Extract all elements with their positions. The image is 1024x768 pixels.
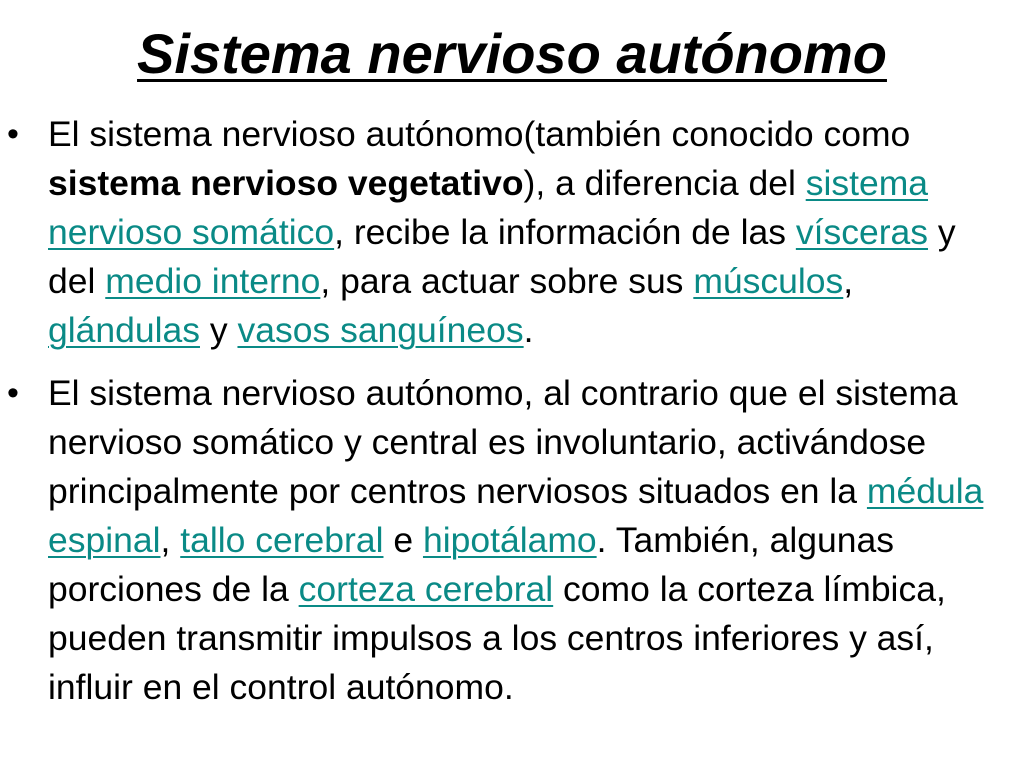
link-sistema-nervioso-somatico[interactable]: sistema nervioso somático — [48, 163, 929, 252]
text-segment: , — [160, 520, 181, 560]
link-musculos[interactable]: músculos — [693, 261, 844, 301]
slide-title: Sistema nervioso autónomo — [137, 22, 887, 85]
link-vasos-sanguineos[interactable]: vasos sanguíneos — [237, 310, 524, 350]
link-medio-interno[interactable]: medio interno — [105, 261, 321, 301]
bullet-item-2 — [0, 369, 1024, 712]
text-segment: El sistema nervioso autónomo(también conocido como — [48, 114, 911, 154]
bullet-dot-icon: • — [7, 374, 19, 412]
text-segment: y — [199, 310, 238, 350]
text-segment: como la corteza límbica, pueden transmitir impulsos a los centros inferiores y así, influir en el control autónomo. — [48, 569, 946, 707]
link-glandulas[interactable]: glándulas — [48, 310, 200, 350]
link-visceras[interactable]: vísceras — [795, 212, 929, 252]
link-corteza-cerebral[interactable]: corteza cerebral — [298, 569, 554, 609]
text-segment: e — [383, 520, 423, 560]
text-segment: . También, algunas porciones de la — [48, 520, 894, 609]
text-segment: , — [843, 261, 854, 301]
text-segment: El sistema nervioso autónomo, al contrario que el sistema nervioso somático y central es involuntario, activándose principalmente por centros nerviosos situados en la — [48, 373, 958, 511]
bold-term: sistema nervioso vegetativo — [48, 163, 524, 203]
bullet-list — [0, 110, 1024, 726]
text-segment: y del — [48, 212, 956, 301]
bullet-dot-icon: • — [7, 115, 19, 153]
bullet-item-1 — [0, 110, 1024, 355]
text-segment: ), a diferencia del — [523, 163, 806, 203]
link-hipotalamo[interactable]: hipotálamo — [422, 520, 597, 560]
link-tallo-cerebral[interactable]: tallo cerebral — [180, 520, 384, 560]
link-medula-espinal[interactable]: médula espinal — [48, 471, 984, 560]
text-segment: , para actuar sobre sus — [320, 261, 694, 301]
text-segment: . — [523, 310, 534, 350]
text-segment: , recibe la información de las — [334, 212, 796, 252]
